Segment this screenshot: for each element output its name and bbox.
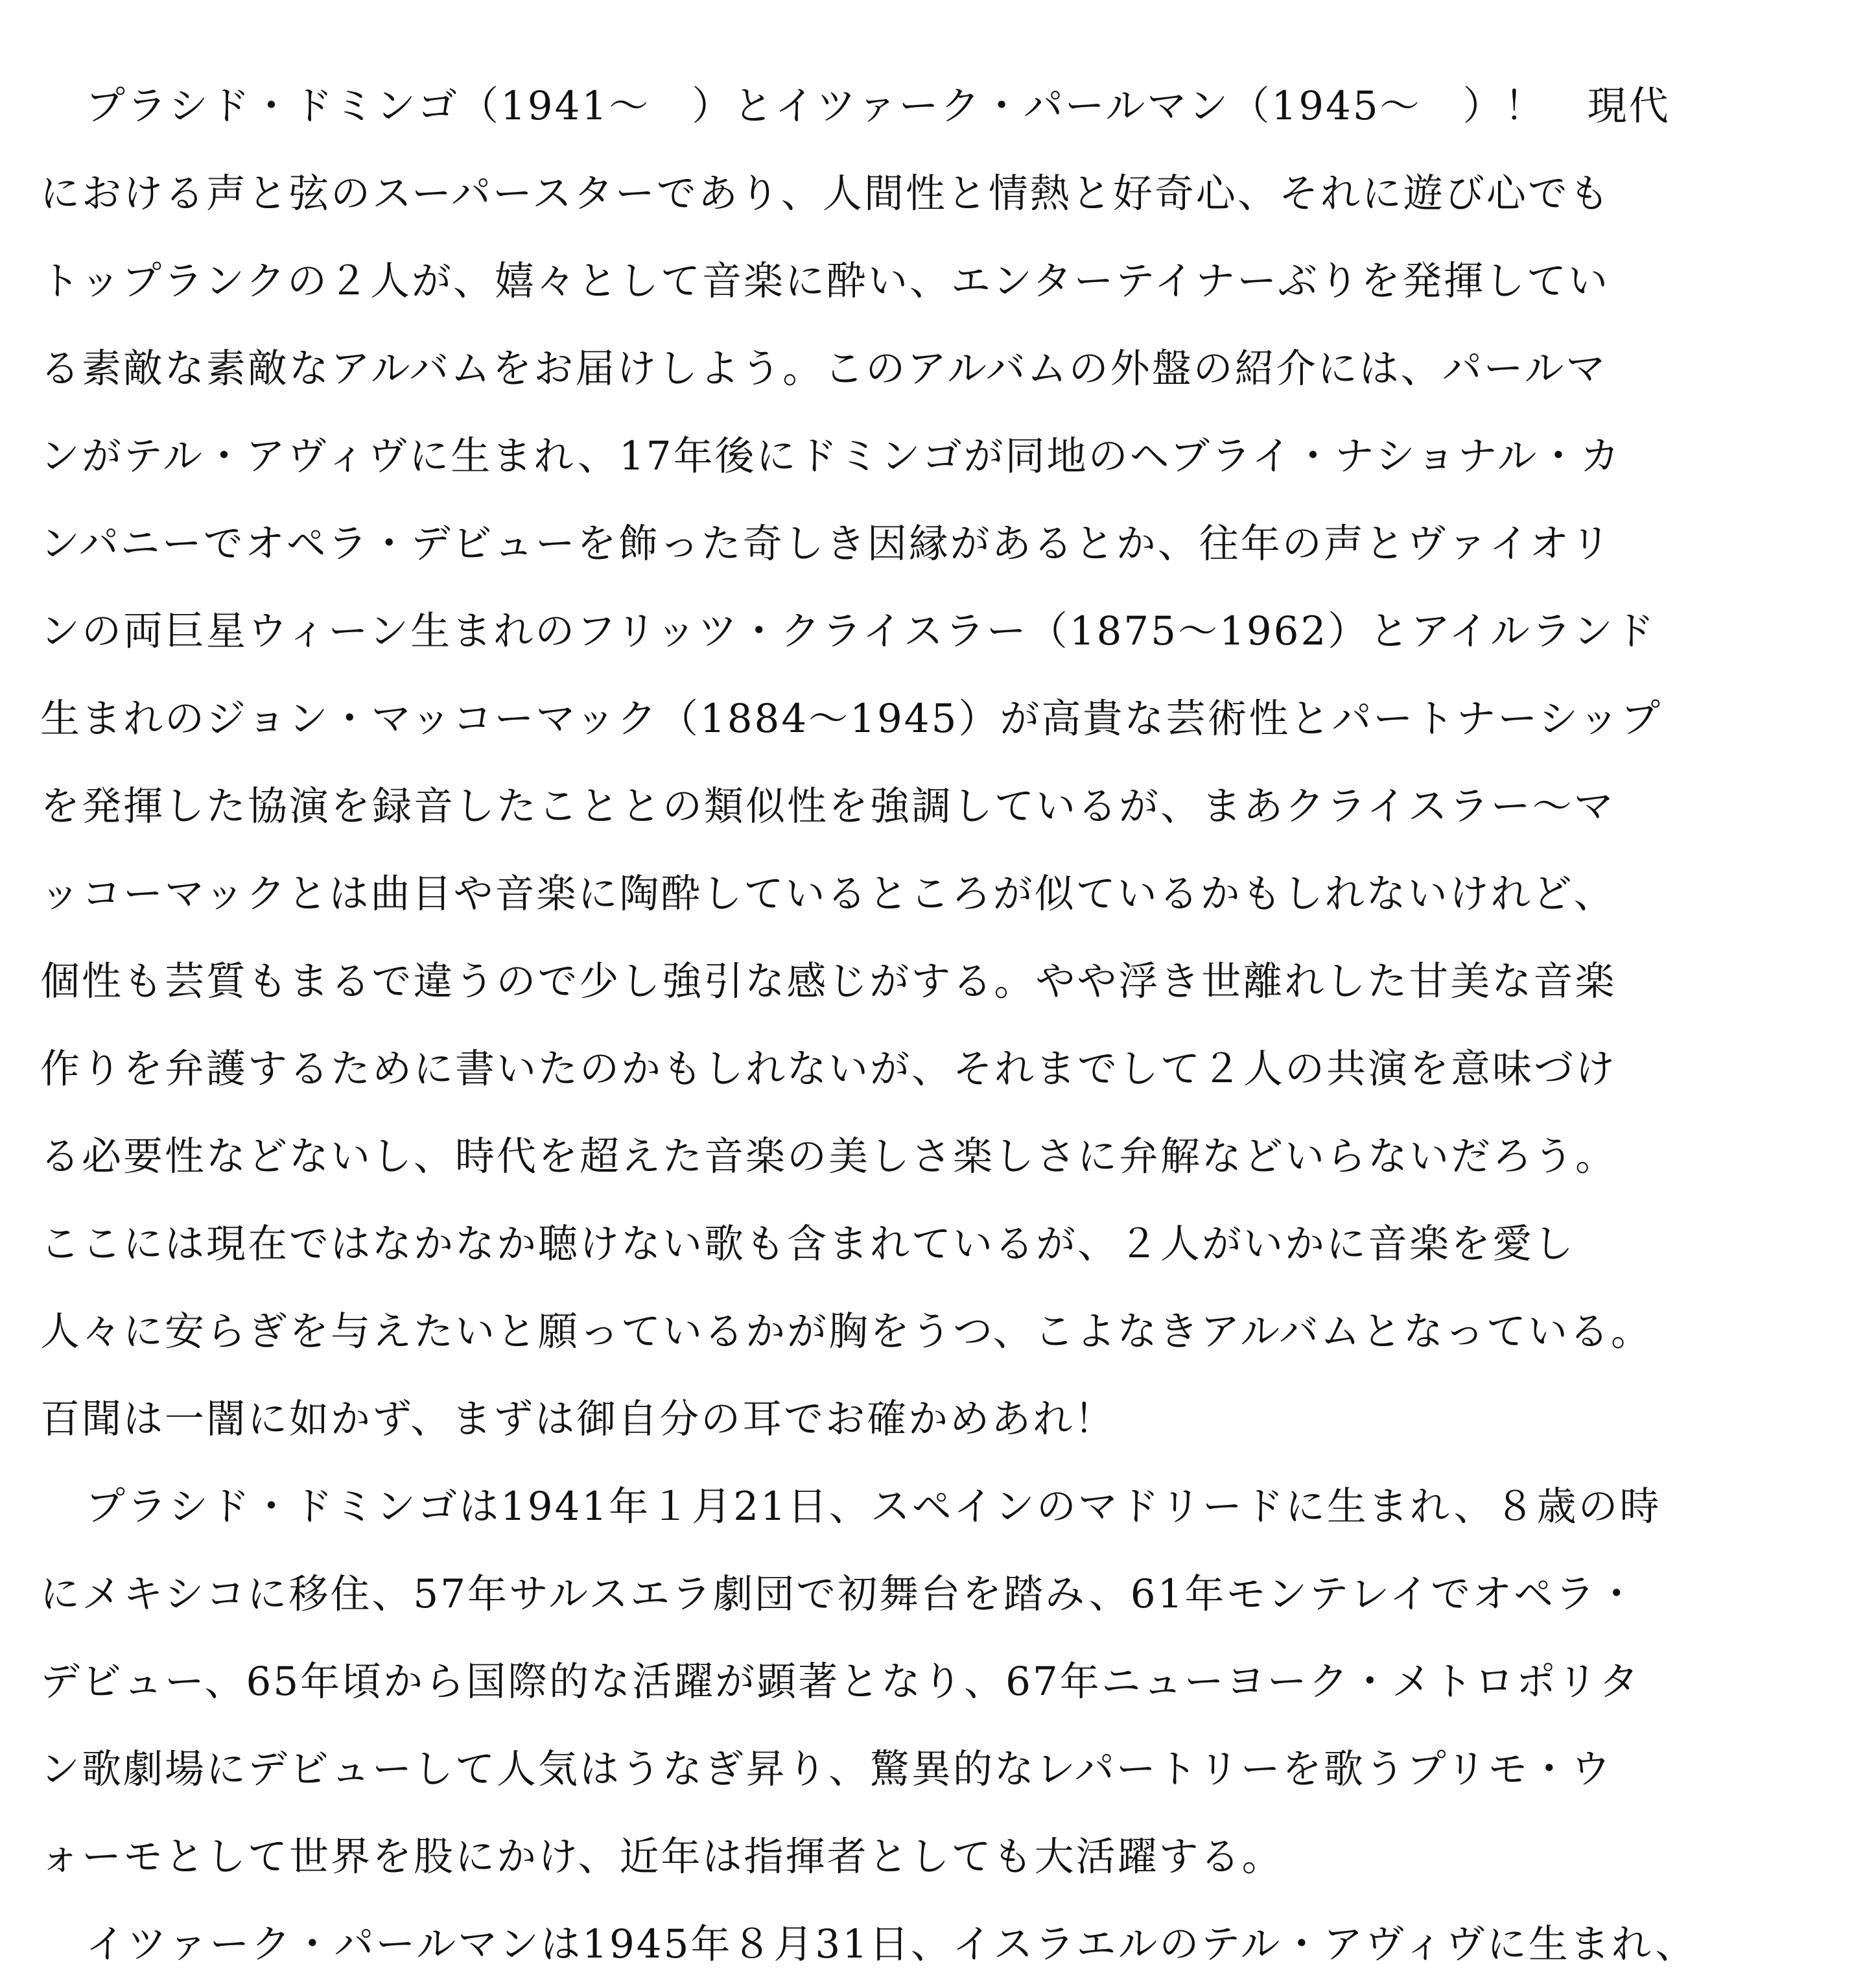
text-line: ッコーマックとは曲目や音楽に陶酔しているところが似ているかもしれないけれど、 — [40, 871, 1615, 917]
text-line: 作りを弁護するために書いたのかもしれないが、それまでして２人の共演を意味づけ — [40, 1046, 1617, 1092]
text-line: る素敵な素敵なアルバムをお届けしよう。このアルバムの外盤の紹介には、パールマ — [40, 346, 1608, 392]
text-line: における声と弦のスーパースターであり、人間性と情熱と好奇心、それに遊び心でも — [40, 171, 1611, 217]
text-line: プラシド・ドミンゴは1941年１月21日、スペインのマドリードに生まれ、８歳の時 — [86, 1484, 1661, 1530]
text-line: ンがテル・アヴィヴに生まれ、17年後にドミンゴが同地のヘブライ・ナショナル・カ — [40, 433, 1622, 479]
text-line: 人々に安らぎを与えたいと願っているかが胸をうつ、こよなきアルバムとなっている。 — [40, 1308, 1652, 1355]
emphasis-line-text: 聞は — [82, 1396, 165, 1442]
text-line: 生まれのジョン・マッコーマック（1884〜1945）が高貴な芸術性とパートナーシップ — [40, 696, 1662, 742]
text-line: ここには現在ではなかなか聴けない歌も含まれているが、２人がいかに音楽を愛し — [40, 1221, 1576, 1267]
text-line: る必要性などないし、時代を超えた音楽の美しさ楽しさに弁解などいらないだろう。 — [40, 1133, 1617, 1179]
emphasis-dot-character: 一 — [165, 1396, 207, 1442]
text-line: ンの両巨星ウィーン生まれのフリッツ・クライスラー（1875〜1962）とアイルランド — [40, 608, 1656, 654]
text-line: トップランクの２人が、嬉々として音楽に酔い、エンターテイナーぶりを発揮してい — [40, 258, 1610, 304]
text-line: を発揮した協演を録音したこととの類似性を強調しているが、まあクライスラー〜マ — [40, 783, 1615, 829]
text-line: ォーモとして世界を股にかけ、近年は指揮者としても大活躍する。 — [40, 1834, 1284, 1880]
text-line: イツァーク・パールマンは1945年８月31日、イスラエルのテル・アヴィヴに生まれ、 — [86, 1921, 1697, 1967]
text-line: にメキシコに移住、57年サルスエラ劇団で初舞台を踏み、61年モンテレイでオペラ・ — [40, 1571, 1639, 1617]
text-line: ンパニーでオペラ・デビューを飾った奇しき因縁があるとか、往年の声とヴァイオリ — [40, 521, 1613, 567]
text-line: 個性も芸質もまるで違うので少し強引な感じがする。やや浮き世離れした甘美な音楽 — [40, 958, 1617, 1004]
emphasis-dot-character: 百 — [40, 1396, 82, 1442]
text-line: ン歌劇場にデビューして人気はうなぎ昇り、驚異的なレパートリーを歌うプリモ・ウ — [40, 1746, 1613, 1792]
japanese-text-block — [40, 62, 1829, 1988]
emphasis-line-text: 闇に如かず、まずは御自分の耳でお確かめあれ！ — [206, 1396, 1116, 1442]
emphasis-text-line — [40, 1375, 1829, 1463]
text-line: デビュー、65年頃から国際的な活躍が顕著となり、67年ニューヨーク・メトロポリタ — [40, 1659, 1641, 1705]
text-line: プラシド・ドミンゴ（1941〜 ）とイツァーク・パールマン（1945〜 ）！ 現代 — [86, 83, 1671, 129]
